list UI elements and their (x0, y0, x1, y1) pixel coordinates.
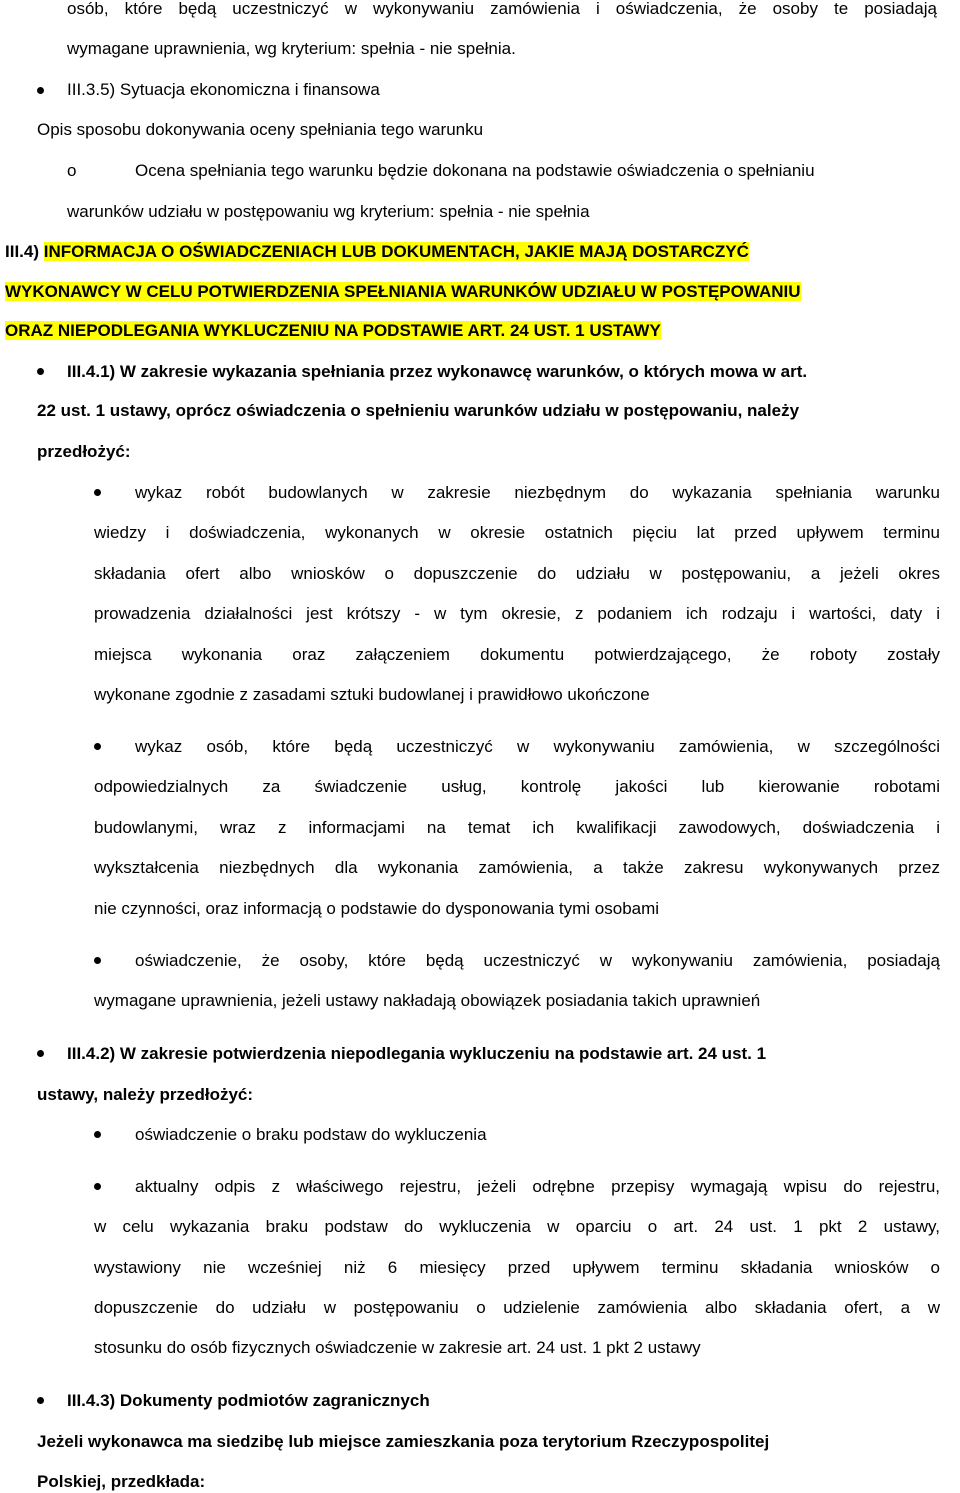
bullet-icon (94, 957, 101, 964)
text-line: w celu wykazania braku podstaw do wykluczenia w oparciu o art. 24 ust. 1 pkt 2 ustawy, (94, 1217, 940, 1236)
text-line: budowlanymi, wraz z informacjami na temat ich kwalifikacji zawodowych, doświadczenia i (94, 818, 940, 837)
text-line: miejsca wykonania oraz załączeniem dokumentu potwierdzającego, że roboty zostały (94, 645, 940, 664)
bullet-icon (94, 1131, 101, 1138)
text-line: wymagane uprawnienia, wg kryterium: spełnia - nie spełnia. (67, 39, 516, 58)
subsection-heading-line (37, 400, 799, 422)
subsection-heading: III.4.2) W zakresie potwierdzenia niepodlegania wykluczeniu na podstawie art. 24 ust. 1 (67, 1044, 767, 1063)
bullet-icon (94, 1183, 101, 1190)
text-line: wystawiony nie wcześniej niż 6 miesięcy przed upływem terminu składania wniosków o (94, 1258, 940, 1277)
list-item: wykaz osób, które będą uczestniczyć w wykonywaniu zamówienia, w szczególności (135, 737, 940, 756)
text-line: Jeżeli wykonawca ma siedzibę lub miejsce zamieszkania poza terytorium Rzeczypospolitej (37, 1432, 770, 1451)
bullet-icon (94, 489, 101, 496)
text-line: Ocena spełniania tego warunku będzie dokonana na podstawie oświadczenia o spełnianiu (135, 161, 815, 180)
bullet-icon (37, 1397, 44, 1404)
circle-bullet-icon: o (67, 161, 77, 180)
highlighted-heading-line (5, 279, 801, 305)
text-line: odpowiedzialnych za świadczenie usług, kontrolę jakości lub kierowanie robotami (94, 777, 940, 796)
text-line: prowadzenia działalności jest krótszy - w tym okresie, z podaniem ich rodzaju i wartości, daty i (94, 604, 940, 623)
highlighted-heading-text: ORAZ NIEPODLEGANIA WYKLUCZENIU NA PODSTAWIE ART. 24 UST. 1 USTAWY (5, 321, 661, 340)
list-item: aktualny odpis z właściwego rejestru, jeżeli odrębne przepisy wymagają wpisu do rejestru, (135, 1177, 940, 1196)
list-item: wykaz robót budowlanych w zakresie niezbędnym do wykazania spełniania warunku (135, 483, 940, 502)
section-heading: III.3.5) Sytuacja ekonomiczna i finansowa (67, 80, 380, 99)
bullet-icon (37, 87, 44, 94)
subsection-heading: III.4.3) Dokumenty podmiotów zagranicznych (67, 1391, 430, 1410)
subsection-heading-line: przedłożyć: (37, 442, 131, 461)
highlighted-heading-text: WYKONAWCY W CELU POTWIERDZENIA SPEŁNIANIA WARUNKÓW UDZIAŁU W POSTĘPOWANIU (5, 282, 801, 301)
section-heading (5, 239, 749, 265)
section-number: III.4) (5, 242, 40, 261)
subsection-heading-line: ustawy, należy przedłożyć: (37, 1085, 254, 1104)
subsection-heading: III.4.1) W zakresie wykazania spełniania przez wykonawcę warunków, o których mowa w art. (67, 362, 808, 381)
text-line: nie czynności, oraz informacją o podstawie do dysponowania tymi osobami (94, 899, 660, 918)
text-line: wykształcenia niezbędnych dla wykonania zamówienia, a także zakresu wykonywanych przez (94, 858, 940, 877)
heading-part: 1 ustawy, oprócz oświadczenia o spełnieniu warunków udziału w postępowaniu, należy (95, 401, 800, 420)
text-line: stosunku do osób fizycznych oświadczenie w zakresie art. 24 ust. 1 pkt 2 ustawy (94, 1338, 701, 1357)
text-line: Opis sposobu dokonywania oceny spełniania tego warunku (37, 120, 484, 139)
highlighted-heading-line (5, 318, 661, 344)
bullet-icon (37, 368, 44, 375)
bullet-icon (94, 743, 101, 750)
list-item: oświadczenie o braku podstaw do wykluczenia (135, 1125, 487, 1144)
text-line: wymagane uprawnienia, jeżeli ustawy nakładają obowiązek posiadania takich uprawnień (94, 991, 761, 1010)
text-line: Polskiej, przedkłada: (37, 1472, 206, 1491)
heading-part: 22 ust. (37, 401, 91, 420)
list-item: oświadczenie, że osoby, które będą uczestniczyć w wykonywaniu zamówienia, posiadają (135, 951, 940, 970)
text-line: warunków udziału w postępowaniu wg kryterium: spełnia - nie spełnia (67, 202, 590, 221)
text-line: wiedzy i doświadczenia, wykonanych w okresie ostatnich pięciu lat przed upływem terminu (94, 523, 940, 542)
highlighted-heading-line: INFORMACJA O OŚWIADCZENIACH LUB DOKUMENTACH, JAKIE MAJĄ DOSTARCZYĆ (43, 242, 749, 261)
text-line: dopuszczenie do udziału w postępowaniu o udzielenie zamówienia albo składania ofert, a w (94, 1298, 940, 1317)
text-line: składania ofert albo wniosków o dopuszczenie do udziału w postępowaniu, a jeżeli okres (94, 564, 940, 583)
text-line: osób, które będą uczestniczyć w wykonywaniu zamówienia i oświadczenia, że osoby te posiadają (67, 0, 937, 18)
bullet-icon (37, 1050, 44, 1057)
text-line: wykonane zgodnie z zasadami sztuki budowlanej i prawidłowo ukończone (94, 685, 650, 704)
